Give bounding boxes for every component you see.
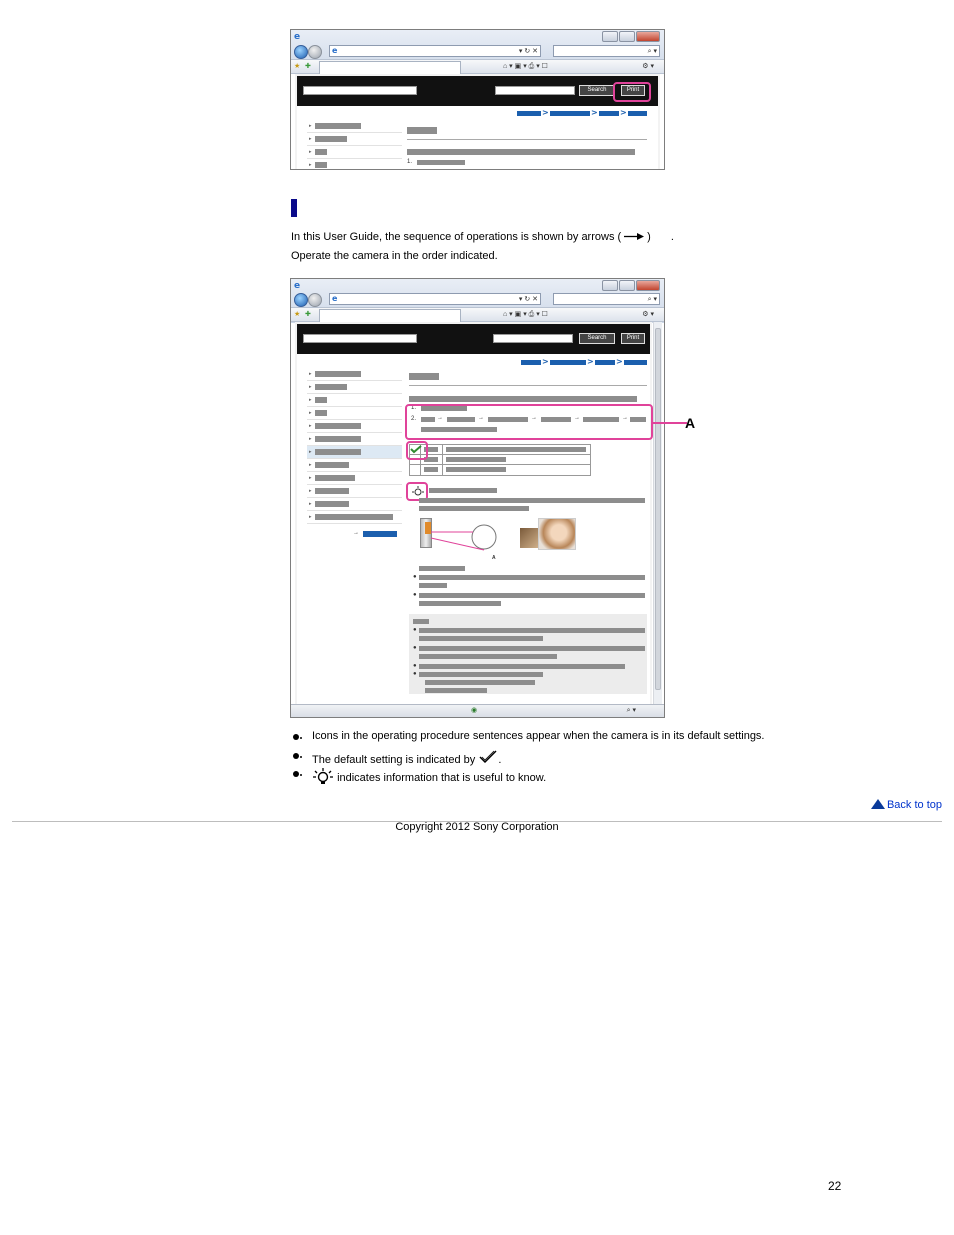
sidebar-item bbox=[307, 459, 402, 472]
web-page-area bbox=[295, 74, 660, 169]
procedure-highlight bbox=[405, 404, 653, 440]
scrollbar-thumb bbox=[655, 328, 661, 690]
page-title-placeholder bbox=[409, 373, 439, 380]
toolbar-icons: ⌂ ▾ ▣ ▾ ⎙ ▾ ☐ bbox=[503, 311, 548, 318]
chevron-right-icon: ▸ bbox=[309, 162, 312, 168]
text-placeholder bbox=[419, 566, 465, 571]
search-button: Search bbox=[579, 333, 615, 344]
step-text-placeholder bbox=[417, 160, 465, 165]
site-search-input bbox=[495, 86, 575, 95]
default-checkmark-icon bbox=[478, 749, 498, 765]
note-2: The default setting is indicated by . bbox=[312, 749, 501, 767]
breadcrumb-separator: > bbox=[587, 357, 594, 366]
sidebar-item bbox=[307, 433, 402, 446]
text-placeholder bbox=[407, 149, 635, 155]
sidebar-item bbox=[307, 133, 402, 146]
favorites-bar bbox=[291, 307, 664, 322]
window-controls bbox=[602, 280, 660, 290]
add-favorite-icon: ✚ bbox=[305, 63, 311, 70]
magnifier-icon: ⌕ ▾ bbox=[647, 48, 657, 55]
instruction-line-1: In this User Guide, the sequence of operations is shown by arrows ( ) . bbox=[291, 231, 674, 243]
header-title-box bbox=[303, 86, 417, 95]
breadcrumb-4 bbox=[628, 111, 647, 116]
close-icon bbox=[636, 280, 660, 291]
zoom-icon: ⌕ ▾ bbox=[626, 707, 636, 714]
sidebar-item bbox=[307, 381, 402, 394]
step-number: 1. bbox=[411, 405, 417, 411]
favorites-star-icon: ★ bbox=[294, 311, 301, 318]
bullet-icon: ● bbox=[413, 592, 417, 598]
bullet-icon bbox=[293, 753, 299, 759]
browser-search-box bbox=[553, 293, 660, 305]
chevron-right-icon: ▸ bbox=[309, 423, 312, 429]
breadcrumb-2 bbox=[550, 360, 586, 365]
chevron-right-icon: ▸ bbox=[309, 436, 312, 442]
header-title-box bbox=[303, 334, 417, 343]
arrow-right-icon: → bbox=[478, 415, 484, 421]
sidebar-item bbox=[307, 472, 402, 485]
magnifier-icon: ⌕ ▾ bbox=[647, 296, 657, 303]
address-bar bbox=[329, 293, 541, 305]
minimize-icon bbox=[602, 31, 618, 42]
dropdown-icon: ▾ ↻ ✕ bbox=[518, 48, 538, 55]
text-placeholder bbox=[419, 593, 645, 598]
add-favorite-icon: ✚ bbox=[305, 311, 311, 318]
ie-logo-icon: e bbox=[294, 281, 301, 291]
back-icon bbox=[294, 293, 308, 307]
window-controls bbox=[602, 31, 660, 41]
hint-text-placeholder bbox=[419, 506, 529, 511]
hint-icon bbox=[312, 767, 334, 785]
breadcrumb-4 bbox=[624, 360, 647, 365]
sidebar-link-button bbox=[363, 531, 397, 537]
chevron-right-icon: ▸ bbox=[309, 410, 312, 416]
chevron-right-icon: ▸ bbox=[309, 397, 312, 403]
sidebar-item bbox=[307, 407, 402, 420]
hint-title-placeholder bbox=[429, 488, 497, 493]
bullet-icon bbox=[293, 771, 299, 777]
tools-icon: ⚙ ▾ bbox=[642, 63, 654, 70]
note-1: Icons in the operating procedure sentences appear when the camera is in its default settings. bbox=[312, 730, 765, 742]
chevron-right-icon: ▸ bbox=[309, 149, 312, 155]
photo-thumbnail-2 bbox=[538, 518, 576, 550]
arrow-right-icon: → bbox=[353, 530, 359, 536]
arrow-right-icon: → bbox=[622, 415, 628, 421]
maximize-icon bbox=[619, 31, 635, 42]
back-icon bbox=[294, 45, 308, 59]
bullet-icon: ● bbox=[413, 663, 417, 669]
chevron-right-icon: ▸ bbox=[309, 462, 312, 468]
internet-zone-icon: ◉ bbox=[471, 707, 478, 714]
tools-icon: ⚙ ▾ bbox=[642, 311, 654, 318]
breadcrumb-separator: > bbox=[620, 108, 627, 117]
page-header bbox=[297, 76, 658, 106]
diagram-lines bbox=[429, 520, 509, 556]
chevron-right-icon: ▸ bbox=[309, 449, 312, 455]
sidebar-item bbox=[307, 146, 402, 159]
page-header bbox=[297, 324, 650, 354]
breadcrumb-1 bbox=[517, 111, 541, 116]
chevron-right-icon: ▸ bbox=[309, 123, 312, 129]
triangle-up-icon bbox=[871, 799, 885, 809]
title-divider bbox=[407, 139, 647, 140]
browser-search-box bbox=[553, 45, 660, 57]
chevron-right-icon: ▸ bbox=[309, 501, 312, 507]
section-heading-marker bbox=[291, 199, 297, 217]
print-highlight bbox=[613, 82, 651, 102]
notes-box bbox=[409, 614, 647, 694]
favorites-bar bbox=[291, 59, 664, 74]
chevron-right-icon: ▸ bbox=[309, 475, 312, 481]
breadcrumb-1 bbox=[521, 360, 541, 365]
page-icon: e bbox=[332, 46, 338, 55]
arrow-right-icon: → bbox=[531, 415, 537, 421]
callout-line bbox=[651, 420, 687, 426]
checkmark-highlight bbox=[406, 441, 428, 460]
text-placeholder bbox=[419, 601, 501, 606]
chevron-right-icon: ▸ bbox=[309, 136, 312, 142]
breadcrumb-separator: > bbox=[591, 108, 598, 117]
page-icon: e bbox=[332, 294, 338, 303]
text-placeholder bbox=[419, 583, 447, 588]
close-icon bbox=[636, 31, 660, 42]
page-title-placeholder bbox=[407, 127, 437, 134]
text-placeholder bbox=[409, 396, 637, 402]
web-page-area bbox=[295, 322, 652, 705]
title-divider bbox=[409, 385, 647, 386]
copyright: Copyright 2012 Sony Corporation bbox=[395, 821, 559, 833]
breadcrumb-3 bbox=[599, 111, 619, 116]
sidebar-item bbox=[307, 159, 402, 170]
sidebar-item bbox=[307, 394, 402, 407]
minimize-icon bbox=[602, 280, 618, 291]
step-number: 2. bbox=[411, 416, 417, 422]
forward-icon bbox=[308, 45, 322, 59]
arrow-right-icon: → bbox=[574, 415, 580, 421]
sidebar-item bbox=[307, 420, 402, 433]
sidebar-item bbox=[307, 498, 402, 511]
sidebar-item bbox=[307, 368, 402, 381]
site-search-input bbox=[493, 334, 573, 343]
chevron-right-icon: ▸ bbox=[309, 384, 312, 390]
breadcrumb-3 bbox=[595, 360, 615, 365]
hint-text-placeholder bbox=[419, 498, 645, 503]
sidebar-item bbox=[307, 511, 402, 524]
dropdown-icon: ▾ ↻ ✕ bbox=[518, 296, 538, 303]
forward-icon bbox=[308, 293, 322, 307]
diagram-label-a: A bbox=[492, 555, 496, 561]
toolbar-icons: ⌂ ▾ ▣ ▾ ⎙ ▾ ☐ bbox=[503, 63, 548, 70]
status-bar bbox=[291, 704, 664, 717]
breadcrumb-2 bbox=[550, 111, 590, 116]
bullet-icon: ● bbox=[413, 671, 417, 677]
instruction-line-2: Operate the camera in the order indicated. bbox=[291, 250, 498, 262]
bullet-icon: ● bbox=[413, 645, 417, 651]
chevron-right-icon: ▸ bbox=[309, 371, 312, 377]
arrow-right-icon bbox=[623, 232, 645, 241]
ie-logo-icon: e bbox=[294, 32, 301, 42]
sidebar-item bbox=[307, 120, 402, 133]
chevron-right-icon: ▸ bbox=[309, 514, 312, 520]
search-button: Search bbox=[579, 85, 615, 96]
callout-label-a: A bbox=[685, 415, 696, 431]
breadcrumb-separator: > bbox=[542, 357, 549, 366]
bullet-icon bbox=[293, 734, 299, 740]
print-button: Print bbox=[621, 85, 645, 96]
back-to-top-link[interactable]: Back to top bbox=[871, 799, 942, 811]
favorites-star-icon: ★ bbox=[294, 63, 301, 70]
browser-tab bbox=[319, 309, 461, 322]
print-button: Print bbox=[621, 333, 645, 344]
text-placeholder bbox=[419, 575, 645, 580]
page-number: 22 bbox=[828, 1179, 842, 1193]
browser-screenshot-2 bbox=[290, 278, 665, 718]
address-bar bbox=[329, 45, 541, 57]
maximize-icon bbox=[619, 280, 635, 291]
browser-screenshot-1 bbox=[290, 29, 665, 170]
step-number: 1. bbox=[407, 159, 413, 165]
bullet-icon: ● bbox=[413, 574, 417, 580]
browser-tab bbox=[319, 61, 461, 74]
settings-table bbox=[409, 444, 591, 476]
note-3: indicates information that is useful to know. bbox=[312, 767, 546, 785]
breadcrumb-separator: > bbox=[542, 108, 549, 117]
sidebar-item-active bbox=[307, 446, 402, 459]
breadcrumb-separator: > bbox=[616, 357, 623, 366]
scrollbar bbox=[653, 322, 662, 705]
sidebar-item bbox=[307, 485, 402, 498]
chevron-right-icon: ▸ bbox=[309, 488, 312, 494]
arrow-right-icon: → bbox=[437, 415, 443, 421]
bullet-icon: ● bbox=[413, 627, 417, 633]
